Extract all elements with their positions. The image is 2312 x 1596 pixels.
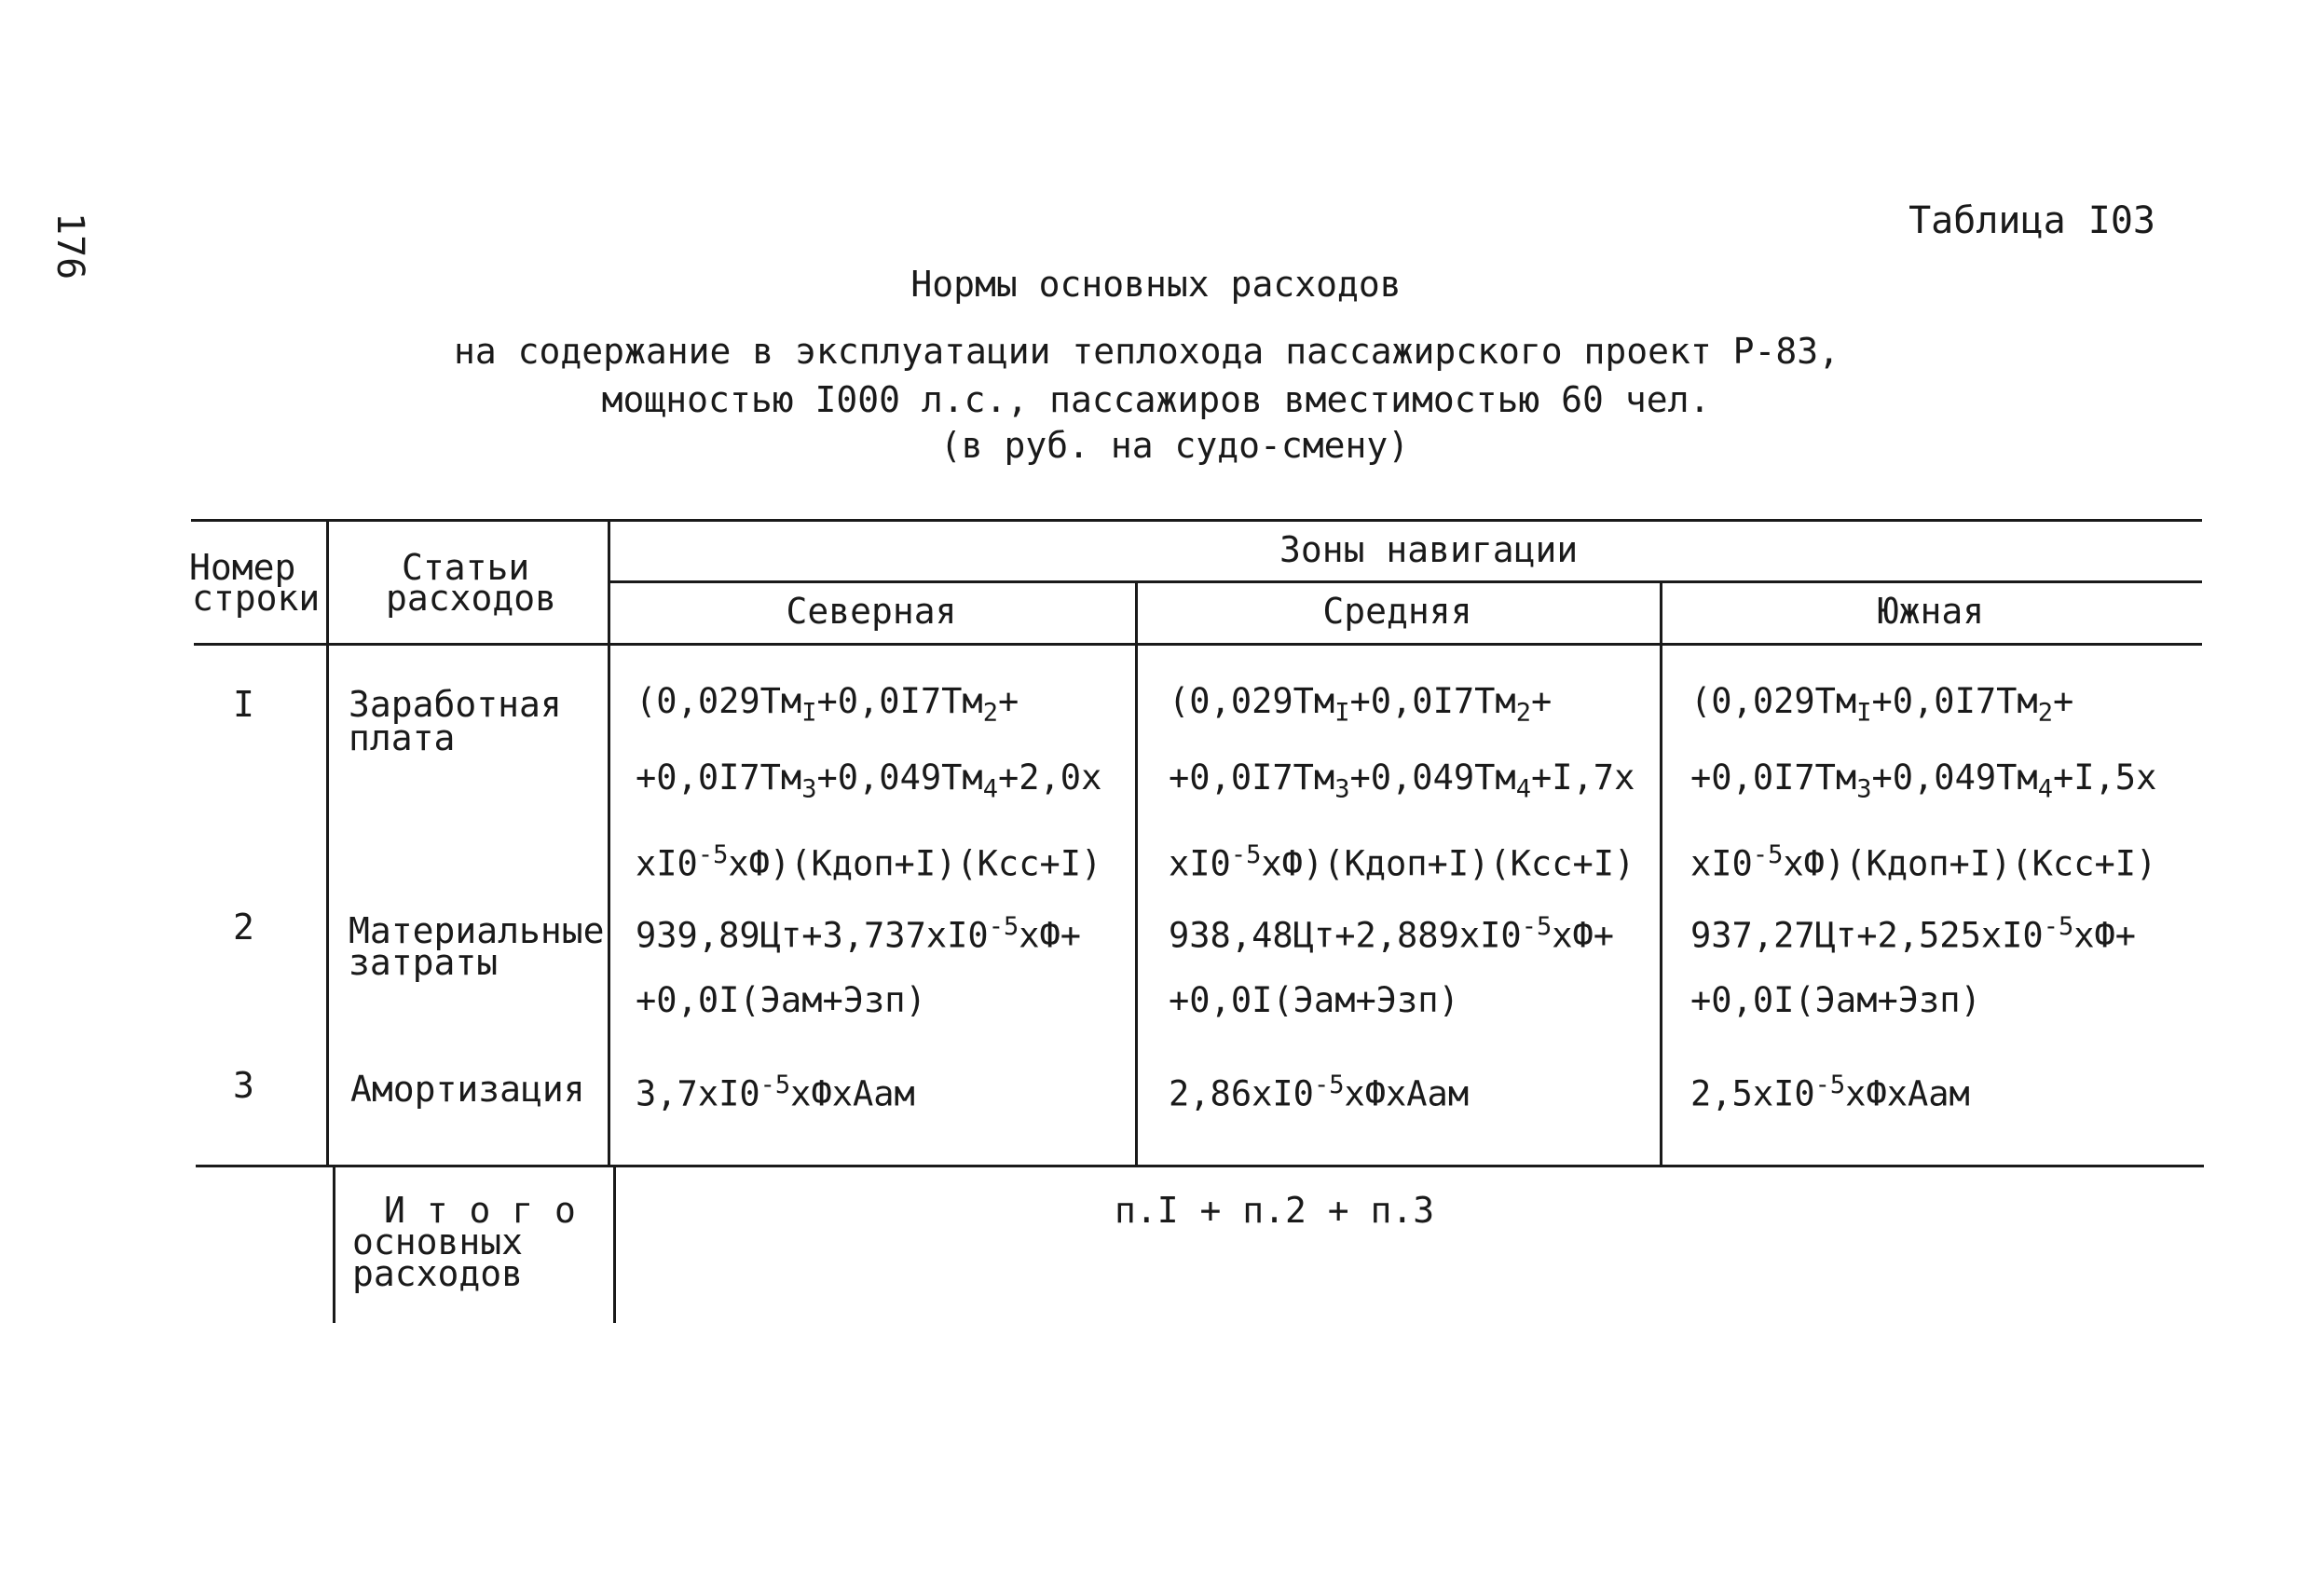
- row-2-northern-formula: $939,89Цт+3,737хI0^{-5}хФ+$ +0,0I(Эам+Эзп): [636, 912, 1082, 1021]
- column-divider-1-total: [333, 1165, 335, 1323]
- header-cost-items-line-2: расходов: [386, 578, 557, 619]
- column-divider-1: [326, 519, 329, 1165]
- zones-header-rule: [608, 580, 2202, 583]
- table-top-rule: [191, 519, 2202, 522]
- page-number: 176: [48, 212, 91, 280]
- row-1-item-line-2: плата: [349, 717, 456, 758]
- subtitle-line-2: мощностью I000 л.с., пассажиров вместимостью 60 чел.: [601, 379, 1711, 420]
- subtitle-line-1: на содержание в эксплуатации теплохода пассажирского проект Р-83,: [453, 331, 1840, 372]
- row-3-item: Амортизация: [350, 1069, 585, 1110]
- row-1-number: I: [233, 684, 254, 725]
- row-1-item-line-1: Заработная: [349, 684, 562, 725]
- table-label: Таблица I03: [1908, 199, 2155, 242]
- header-zone-southern: Южная: [1877, 591, 1985, 632]
- total-label-line-3: расходов: [352, 1253, 524, 1294]
- header-cost-items-line-1: Статьи: [402, 547, 530, 588]
- header-zone-northern: Северная: [786, 591, 957, 632]
- header-bottom-rule: [194, 643, 2202, 646]
- row-2-middle-formula: $938,48Цт+2,889хI0^{-5}хФ+$ +0,0I(Эам+Эзп): [1169, 912, 1615, 1021]
- column-divider-3: [1135, 580, 1138, 1165]
- row-2-item-line-2: затраты: [349, 942, 499, 983]
- row-2-item-line-1: Материальные: [349, 910, 605, 951]
- subtitle-line-3: (в руб. на судо-смену): [939, 425, 1410, 466]
- column-divider-4: [1660, 580, 1662, 1165]
- row-1-northern-formula: ($0,029Тм_I+0,0I7Тм_2+$ $+0,0I7Тм_3+0,049Тм_4+2,0х$ $хI0^{-5}хФ)(Кдоп+I)(Ксс+I)$: [636, 681, 1102, 884]
- total-value: п.I + п.2 + п.3: [1115, 1190, 1435, 1231]
- row-3-southern-formula: $2,5хI0^{-5}хФхАам$: [1690, 1071, 1970, 1114]
- header-row-number-line-2: строки: [192, 578, 321, 619]
- row-2-southern-formula: $937,27Цт+2,525хI0^{-5}хФ+$ +0,0I(Эам+Эзп): [1690, 912, 2137, 1021]
- row-3-middle-formula: $2,86хI0^{-5}хФхАам$: [1169, 1071, 1470, 1114]
- header-row-number-line-1: Номер: [189, 547, 296, 588]
- row-3-number: 3: [233, 1065, 254, 1106]
- header-zones-group: Зоны навигации: [1279, 529, 1579, 570]
- row-3-northern-formula: $3,7хI0^{-5}хФхАам$: [636, 1071, 915, 1114]
- document-title: Нормы основных расходов: [910, 264, 1402, 305]
- total-separator-rule: [196, 1165, 2204, 1167]
- row-2-number: 2: [233, 907, 254, 948]
- row-1-southern-formula: ($0,029Тм_I+0,0I7Тм_2+$ $+0,0I7Тм_3+0,049Тм_4+I,5х$ $хI0^{-5}хФ)(Кдоп+I)(Ксс+I)$: [1690, 681, 2157, 884]
- total-label-line-1: И т о г о: [384, 1190, 576, 1231]
- row-1-middle-formula: ($0,029Тм_I+0,0I7Тм_2+$ $+0,0I7Тм_3+0,049Тм_4+I,7х$ $хI0^{-5}хФ)(Кдоп+I)(Ксс+I)$: [1169, 681, 1635, 884]
- total-label-line-2: основных: [352, 1221, 524, 1262]
- column-divider-2-total: [613, 1165, 616, 1323]
- header-zone-middle: Средняя: [1322, 591, 1472, 632]
